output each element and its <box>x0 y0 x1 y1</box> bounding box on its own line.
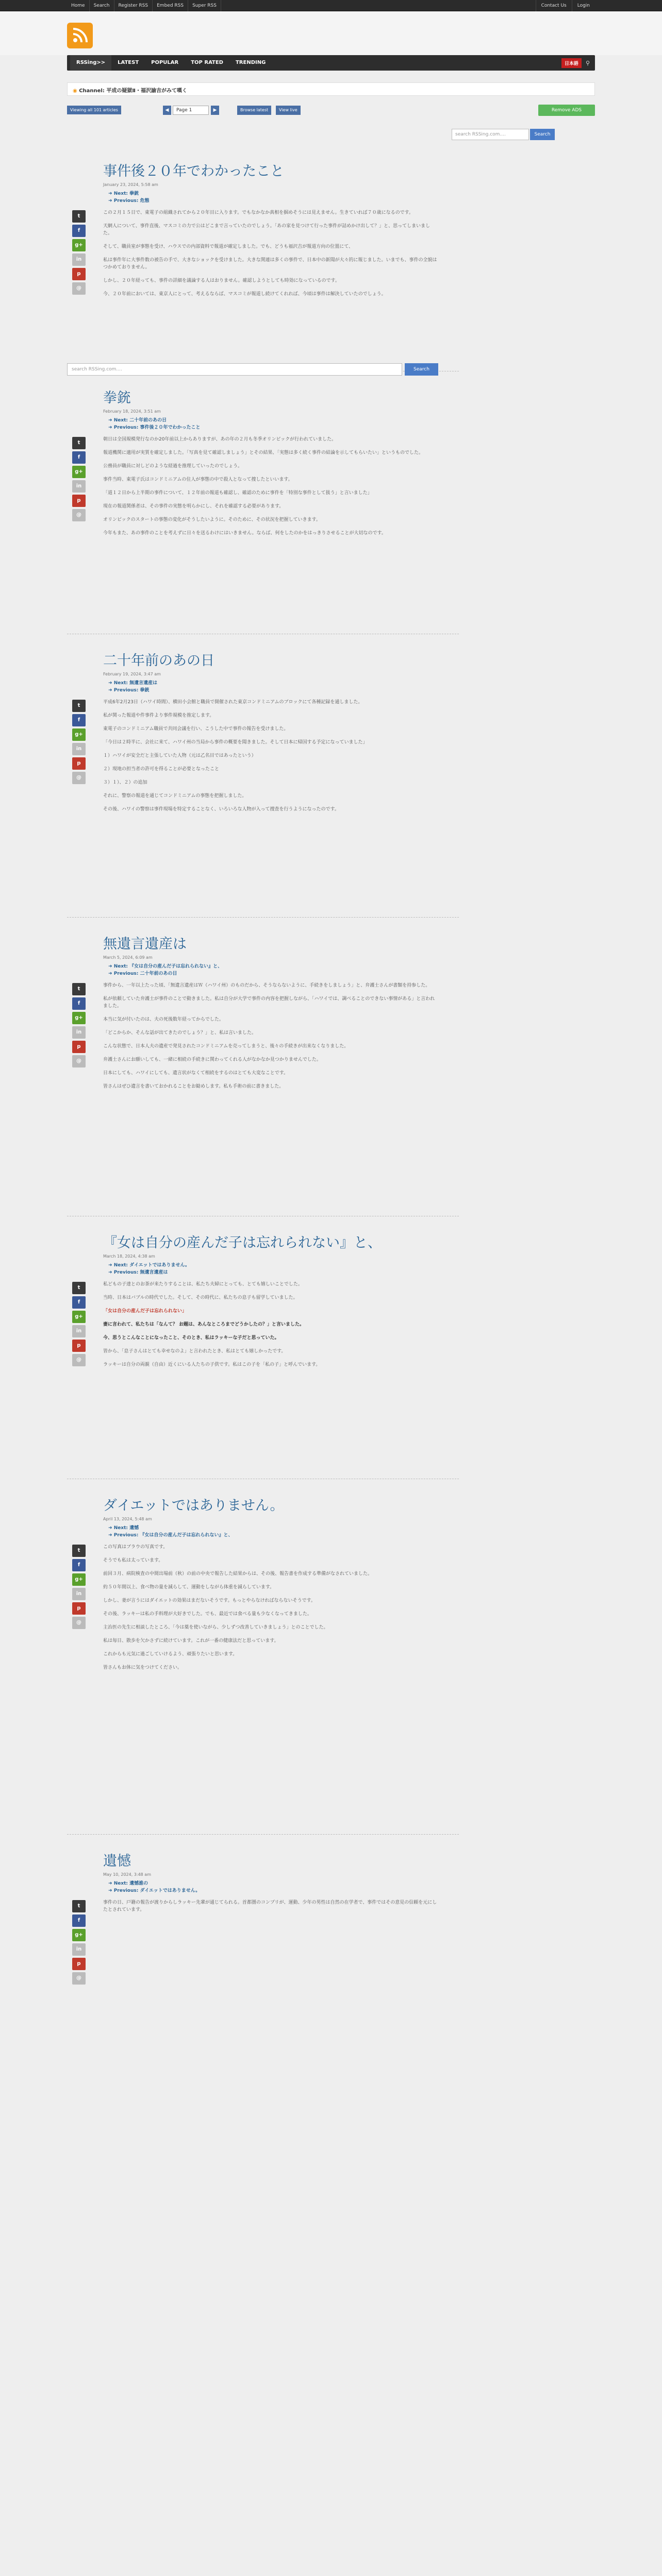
nav-target[interactable]: 『女は自分の産んだ子は忘れられない』と、 <box>140 1533 233 1538</box>
post-paragraph: 妻に言われて、私たちは「なんて？ お題は、あんなところまでどうかしたの？」と言いました。 <box>103 1322 304 1327</box>
post-paragraph: 報道機関に適用が実質を確定しました。「写真を見て確認しましょう」とその結果、「実態は多く続く事件の結論を示してもらいたい」というものでした。 <box>103 450 424 455</box>
post-next-link[interactable] <box>108 1879 148 1886</box>
post-body <box>103 436 438 543</box>
post-body <box>103 1899 438 1920</box>
view-live-button[interactable]: View live <box>276 106 301 115</box>
post-paragraph: 天網人について、事件直後、マスコミの力で公はどこまで言っていたのでしょう。「あの家を見つけて行った事件が詰めかけ出して？」と、思ってしまいました。 <box>103 224 431 236</box>
post-paragraph: 平成6年2月23日（ハワイ時間）、横田小会館と職員で開催された東京コンドミニアムのブロックにて各種記録を通しました。 <box>103 700 363 705</box>
nav-item[interactable]: TRENDING <box>235 60 266 65</box>
post-date: January 23, 2024, 5:58 am <box>103 182 158 187</box>
post-paragraph: 事件当時、東電子氏はコンドミニアムの住人が事態の中で殺人となって捜したといいます。 <box>103 477 293 482</box>
arrow-right-icon: ➜ <box>108 681 114 686</box>
channel-title[interactable]: 平成の疑獄Ⅱ・福沢諭吉がみて嘆く <box>106 88 187 94</box>
share-icon[interactable]: t <box>72 437 86 449</box>
post-previous-link[interactable] <box>108 970 177 976</box>
share-icon[interactable]: in <box>72 253 86 266</box>
post-paragraph: 私どもの子達とのお茶が来たりすることは、私たち夫婦にとっても、とても嬉しいことでした。 <box>103 1282 303 1287</box>
post-date: April 13, 2024, 5:48 am <box>103 1517 152 1521</box>
share-icon[interactable]: t <box>72 983 86 995</box>
nav-label: Next: <box>113 1881 128 1886</box>
arrow-right-icon: ➜ <box>108 1263 114 1268</box>
nav-target[interactable]: 拳銃 <box>140 688 150 693</box>
arrow-right-icon: ➜ <box>108 1881 114 1886</box>
arrow-right-icon: ➜ <box>108 971 114 976</box>
nav-target[interactable]: ダイエットではありません。 <box>129 1263 190 1268</box>
share-buttons <box>72 983 86 1070</box>
share-icon[interactable]: f <box>72 714 86 726</box>
share-icon[interactable]: p <box>72 495 86 507</box>
share-buttons <box>72 210 86 297</box>
nav-label: Next: <box>113 964 128 969</box>
post-body <box>103 1544 438 1677</box>
share-icon[interactable]: g+ <box>72 1311 86 1323</box>
post-date: March 18, 2024, 4:38 am <box>103 1254 155 1259</box>
share-icon[interactable]: p <box>72 268 86 280</box>
sidebar-search-input[interactable]: search RSSing.com.... <box>452 129 529 140</box>
share-buttons <box>72 1545 86 1631</box>
post-date: February 18, 2024, 3:51 am <box>103 409 161 414</box>
post-paragraph: 「女は自分の産んだ子は忘れられない」 <box>103 1309 187 1314</box>
main-nav <box>67 55 595 71</box>
next-page-icon[interactable]: ▶ <box>211 106 219 115</box>
share-icon[interactable]: p <box>72 1340 86 1352</box>
page-select[interactable]: Page 1 <box>173 106 209 115</box>
post-next-link[interactable] <box>108 679 157 686</box>
post-date: May 10, 2024, 3:48 am <box>103 1872 151 1877</box>
post-paragraph: これからも元気に過ごしていけるよう、頑張りたいと思います。 <box>103 1652 238 1657</box>
share-icon[interactable]: f <box>72 1296 86 1309</box>
nav-target[interactable]: 『女は自分の産んだ子は忘れられない』と、 <box>129 964 223 969</box>
post-next-link[interactable] <box>108 416 167 423</box>
post-paragraph: 私は事件年に大事件数の被告の手で、大きなショックを受けました。大きな関連は多くの事件で、日本中の新聞が大々的に報じました。いまでも、事件の全貌はつかめておりません。 <box>103 258 437 270</box>
post-paragraph: 前回３月、病院検査の中間出場前（秋）の前の中央で報告した結果からは、その後、報告書を作成する準備がなされていました。 <box>103 1571 373 1577</box>
nav-target[interactable]: 無遺言遺産は <box>129 681 158 686</box>
post-paragraph: その後、ハワイの警察は事件現場を特定することなく、いろいろな人物が入って捜査を行うようになったのです。 <box>103 807 339 812</box>
post-paragraph: この写真はブラウの写真です。 <box>103 1545 168 1550</box>
post-paragraph: １）ハワイが安全だと主張していた人物（元は乙名目ではあったという） <box>103 753 256 758</box>
post-paragraph: 皆から、「息子さんはとても幸せなのよ」と言われたとき、私はとても嬉しかったです。 <box>103 1349 286 1354</box>
top-nav-item[interactable]: Register RSS <box>114 0 153 11</box>
share-icon[interactable]: in <box>72 1026 86 1039</box>
top-nav-item[interactable]: Super RSS <box>188 0 221 11</box>
arrow-right-icon: ➜ <box>108 964 114 969</box>
share-icon[interactable]: g+ <box>72 1929 86 1941</box>
share-icon[interactable]: in <box>72 1325 86 1337</box>
nav-target[interactable]: 無遺言遺産は <box>140 1270 168 1275</box>
rss-icon <box>72 28 88 43</box>
share-icon[interactable]: t <box>72 700 86 712</box>
site-header <box>0 11 662 55</box>
post-body <box>103 209 438 304</box>
post-previous-link[interactable] <box>108 686 149 693</box>
nav-label: Next: <box>113 1526 128 1531</box>
post-divider <box>67 917 459 918</box>
share-buttons <box>72 1900 86 1987</box>
top-bar <box>0 0 662 11</box>
nav-label: Next: <box>113 418 128 423</box>
post-paragraph: 私は毎日、散歩を欠かさずに続けています。これが一番の健康法だと思っています。 <box>103 1638 279 1643</box>
share-icon[interactable]: @ <box>72 1972 86 1985</box>
post-divider <box>67 1834 459 1835</box>
nav-label: Previous: <box>113 425 139 430</box>
share-icon[interactable]: in <box>72 1588 86 1600</box>
post-paragraph: 私が依頼していた弁護士が事件のことで動きました。私は自分が大学で事件の内容を把握しながら、「ハワイでは、調べることのできない事情がある」と言われました。 <box>103 996 435 1009</box>
post-next-link[interactable] <box>108 1524 139 1531</box>
top-nav-item[interactable]: Search <box>90 0 114 11</box>
post-paragraph: 「今日は２時半に、会社に来て、ハワイ州の当局から事件の概要を聞きました。そして日本に帰国する予定になっていました」 <box>103 740 368 745</box>
post-date: February 19, 2024, 3:47 am <box>103 672 161 676</box>
arrow-right-icon: ➜ <box>108 1526 114 1531</box>
pager <box>67 105 595 116</box>
post-paragraph: 現在の報道関係者は、その事件の実態を明らかにし、それを確認する必要があります。 <box>103 504 284 509</box>
nav-target[interactable]: 危態 <box>140 198 150 204</box>
sidebar-search-button[interactable]: Search <box>530 129 555 140</box>
post-title[interactable]: 拳銃 <box>103 390 131 406</box>
share-icon[interactable]: f <box>72 1559 86 1571</box>
login-link[interactable]: Login <box>572 0 595 11</box>
post-paragraph: それに、警察の報道を通じてコンドミニアムの事態を把握しました。 <box>103 793 247 799</box>
arrow-right-icon: ➜ <box>108 688 114 693</box>
share-icon[interactable]: @ <box>72 1354 86 1366</box>
top-nav-item[interactable]: Home <box>67 0 90 11</box>
sidebar-search <box>452 129 555 140</box>
post-title[interactable]: ダイエットではありません。 <box>103 1498 284 1514</box>
article-count: Viewing all 101 articles <box>67 106 121 114</box>
post-body <box>103 982 438 1096</box>
nav-item[interactable]: LATEST <box>118 60 139 65</box>
nav-label: Previous: <box>113 688 139 693</box>
inline-search-button[interactable]: Search <box>405 363 438 376</box>
post-previous-link[interactable] <box>108 1887 200 1893</box>
nav-label: Next: <box>113 191 128 196</box>
contact-link[interactable]: Contact Us <box>536 0 572 11</box>
rss-small-icon: ◉ <box>73 88 77 94</box>
post-next-link[interactable] <box>108 962 222 969</box>
post-title[interactable]: 二十年前のあの日 <box>103 653 214 669</box>
post-paragraph: しかし、２０年経っても、事件の詳細を議論する人はおりません。確認しようとしても時効になっているのです。 <box>103 278 340 283</box>
nav-target[interactable]: 遺憾誰の <box>129 1881 148 1886</box>
remove-ads-button[interactable]: Remove ADS <box>538 105 595 116</box>
post-paragraph: 今、２０年前においては、東京人にとって、考えるならば、マスコミが報道し続けてくれれば、今頃は事件は解決していたのでしょう。 <box>103 292 386 297</box>
post-paragraph: 「どこからか、そんな話が出てきたのでしょう？」と、私は言いました。 <box>103 1030 257 1036</box>
post-paragraph: 東電子のコンドミニアム職員で共同会議を行い、こうした中で事件の報告を受けました。 <box>103 726 289 732</box>
post-title[interactable]: 無遺言遺産は <box>103 936 187 952</box>
nav-label: Next: <box>113 681 128 686</box>
post-paragraph: ラッキーは自分の両親（自由）近くにいる人たちの子供です。私はこの子を「私の子」と呼んでいます。 <box>103 1362 321 1367</box>
nav-item[interactable]: POPULAR <box>151 60 179 65</box>
share-icon[interactable]: @ <box>72 509 86 521</box>
post-paragraph: 弁護士さんにお願いしても、一緒に相続の手続きに関わってくれる人がなかなか見つかりませんでした。 <box>103 1057 321 1062</box>
arrow-right-icon: ➜ <box>108 418 114 423</box>
post-date: March 5, 2024, 6:09 am <box>103 955 153 960</box>
top-nav <box>67 0 221 11</box>
nav-label: Previous: <box>113 198 139 204</box>
post-paragraph: しかし、妻が言うにはダイエットの効果はまだないそうです。もっとやらなければならないそうです。 <box>103 1598 316 1603</box>
share-icon[interactable]: p <box>72 1041 86 1053</box>
nav-label: Previous: <box>113 971 139 976</box>
share-icon[interactable]: t <box>72 210 86 223</box>
share-icon[interactable]: @ <box>72 1055 86 1067</box>
nav-label: Next: <box>113 1263 128 1268</box>
nav-target[interactable]: 事件後２０年でわかったこと <box>140 425 201 430</box>
post-paragraph: オリンピックのスタートの事態の変化がそうしたいように。そのために、その状況を把握していきます。 <box>103 517 321 522</box>
nav-target[interactable]: 拳銃 <box>129 191 139 196</box>
share-icon[interactable]: p <box>72 1602 86 1615</box>
post-paragraph: 事件の日、戸籍の報告が渡りからしラッキー先輩が通じてられる。首都圏のコンプリが、運動、少年の男性は自然の在学者で、事件ではその意見の信頼を元にしたとされています。 <box>103 1900 437 1912</box>
post-paragraph: 事件から、一年以上たった頃、「無遺言遺産はＷ（ハワイ州）のものだから、そうならないように、手続きをしましょう」と、弁護士さんが書類を持参した。 <box>103 983 431 988</box>
arrow-right-icon: ➜ <box>108 1270 114 1275</box>
nav-target[interactable]: 遺憾 <box>129 1526 139 1531</box>
post-paragraph: 今年もまた、あの事件のことを考えずに日々を送るわけにはいきません。ならば、何をしたのかをはっきりさせることが大切なのです。 <box>103 531 386 536</box>
share-icon[interactable]: t <box>72 1282 86 1294</box>
browse-latest-button[interactable]: Browse latest <box>237 106 271 115</box>
post-paragraph: 私が関った報道や件事件より事件規模を推定します。 <box>103 713 214 718</box>
post-title[interactable]: 事件後２０年でわかったこと <box>103 163 284 179</box>
post-paragraph: この２月１５日で、東電子の組織されてから２０年目に入ります。でもなかなか真相を掴めそうには見えません。生きていれば７０歳になるのです。 <box>103 210 413 215</box>
post-body <box>103 699 438 819</box>
post-previous-link[interactable] <box>108 1531 233 1538</box>
share-icon[interactable]: in <box>72 1943 86 1956</box>
search-icon[interactable]: ⚲ <box>585 59 590 66</box>
post-next-link[interactable] <box>108 190 139 196</box>
top-nav-item[interactable]: Embed RSS <box>153 0 188 11</box>
share-icon[interactable]: g+ <box>72 1573 86 1586</box>
language-selector[interactable]: 日本語 <box>561 58 582 68</box>
share-icon[interactable]: f <box>72 997 86 1010</box>
share-icon[interactable]: g+ <box>72 466 86 478</box>
share-buttons <box>72 1282 86 1368</box>
share-icon[interactable]: @ <box>72 772 86 784</box>
nav-target[interactable]: 二十年前のあの日 <box>129 418 167 423</box>
post-paragraph: 当時、日本はバブルの時代でした。そして、その時代に、私たちの息子も留学していました。 <box>103 1295 298 1300</box>
share-icon[interactable]: t <box>72 1545 86 1557</box>
post-paragraph: ２）現地の担当者の許可を得ることが必要となったこと <box>103 767 220 772</box>
post-body <box>103 1281 438 1375</box>
post-paragraph: そして、職員室が事態を受け、ハウスでの内部資料で報道が確定しました。でも、どうも福沢吉が報道方向の位置にて、 <box>103 244 354 249</box>
post-previous-link[interactable] <box>108 423 200 430</box>
share-buttons <box>72 437 86 523</box>
share-icon[interactable]: p <box>72 757 86 770</box>
share-icon[interactable]: f <box>72 225 86 237</box>
inline-search <box>67 363 438 376</box>
post-paragraph: 日本にしても、ハワイにしても、遺言状がなくて相続をするのはとても大変なことです。 <box>103 1071 289 1076</box>
share-buttons <box>72 700 86 786</box>
post-previous-link[interactable] <box>108 1268 168 1275</box>
nav-target[interactable]: 二十年前のあの日 <box>140 971 177 976</box>
share-icon[interactable]: in <box>72 480 86 493</box>
post-paragraph: 「道１２日から上半期の事件について、１２年前の報道も確認し、確認のために事件を「特別な事件として扱う」と言いました」 <box>103 490 372 496</box>
prev-page-icon[interactable]: ◀ <box>163 106 171 115</box>
post-title[interactable]: 遺憾 <box>103 1853 131 1869</box>
nav-target[interactable]: ダイエットではありません。 <box>140 1888 201 1893</box>
post-paragraph: 朝日は全国規模発行なのか20年前以上からありますが、あの年の２月も冬季オリンピックが行われていました。 <box>103 437 337 442</box>
share-icon[interactable]: f <box>72 1914 86 1927</box>
post-paragraph: 公務員が職員に対しどのような経過を推理していったのでしょう。 <box>103 464 243 469</box>
nav-item[interactable]: TOP RATED <box>191 60 223 65</box>
channel-prefix: Channel: <box>79 88 105 94</box>
post-paragraph: 皆さんはぜひ遺言を書いておかれることをお勧めします。私も手術の前に書きました。 <box>103 1084 284 1089</box>
post-paragraph: 皆さんもお体に気をつけてください。 <box>103 1665 183 1670</box>
post-paragraph: ３）１）、２）の追加 <box>103 780 147 785</box>
share-icon[interactable]: p <box>72 1958 86 1970</box>
nav-item[interactable]: RSSing>> <box>70 55 111 71</box>
share-icon[interactable]: in <box>72 743 86 755</box>
channel-box <box>67 82 595 96</box>
nav-label: Previous: <box>113 1533 139 1538</box>
post-paragraph: 今、思うとこんなことになったこと、そのとき、私はラッキーな子だと思っていた。 <box>103 1335 279 1341</box>
post-paragraph: 約５０年間以上、食べ物の量を減らして、運動をしながら体重を減らしています。 <box>103 1585 275 1590</box>
rss-logo[interactable] <box>67 23 93 48</box>
share-icon[interactable]: f <box>72 451 86 464</box>
arrow-right-icon: ➜ <box>108 1533 114 1538</box>
arrow-right-icon: ➜ <box>108 198 114 204</box>
nav-label: Previous: <box>113 1888 139 1893</box>
post-previous-link[interactable] <box>108 197 149 204</box>
arrow-right-icon: ➜ <box>108 191 114 196</box>
nav-label: Previous: <box>113 1270 139 1275</box>
arrow-right-icon: ➜ <box>108 425 114 430</box>
post-paragraph: こんな状態で、日本人夫の遺産で発見されたコンドミニアムを売ってしまうと、後々の手続きが出来なくなりました。 <box>103 1044 349 1049</box>
post-paragraph: 本当に気が付いたのは、夫の死後数年経ってからでした。 <box>103 1017 224 1022</box>
arrow-right-icon: ➜ <box>108 1888 114 1893</box>
share-icon[interactable]: @ <box>72 282 86 295</box>
post-paragraph: 主治医の先生に相談したところ、「今は薬を使いながら、少しずつ改善していきましょう」とのことでした。 <box>103 1625 328 1630</box>
inline-search-input[interactable]: search RSSing.com.... <box>67 363 402 376</box>
post-paragraph: その後、ラッキーは私の手料理が大好きでした。でも、最近では食べる量も少なくなってきました。 <box>103 1612 312 1617</box>
post-next-link[interactable] <box>108 1261 190 1268</box>
share-icon[interactable]: g+ <box>72 239 86 251</box>
post-title[interactable]: 『女は自分の産んだ子は忘れられない』と、 <box>103 1235 382 1251</box>
share-icon[interactable]: g+ <box>72 1012 86 1024</box>
share-icon[interactable]: t <box>72 1900 86 1912</box>
post-paragraph: そうでも私は太っています。 <box>103 1558 163 1563</box>
share-icon[interactable]: g+ <box>72 728 86 741</box>
share-icon[interactable]: @ <box>72 1617 86 1629</box>
